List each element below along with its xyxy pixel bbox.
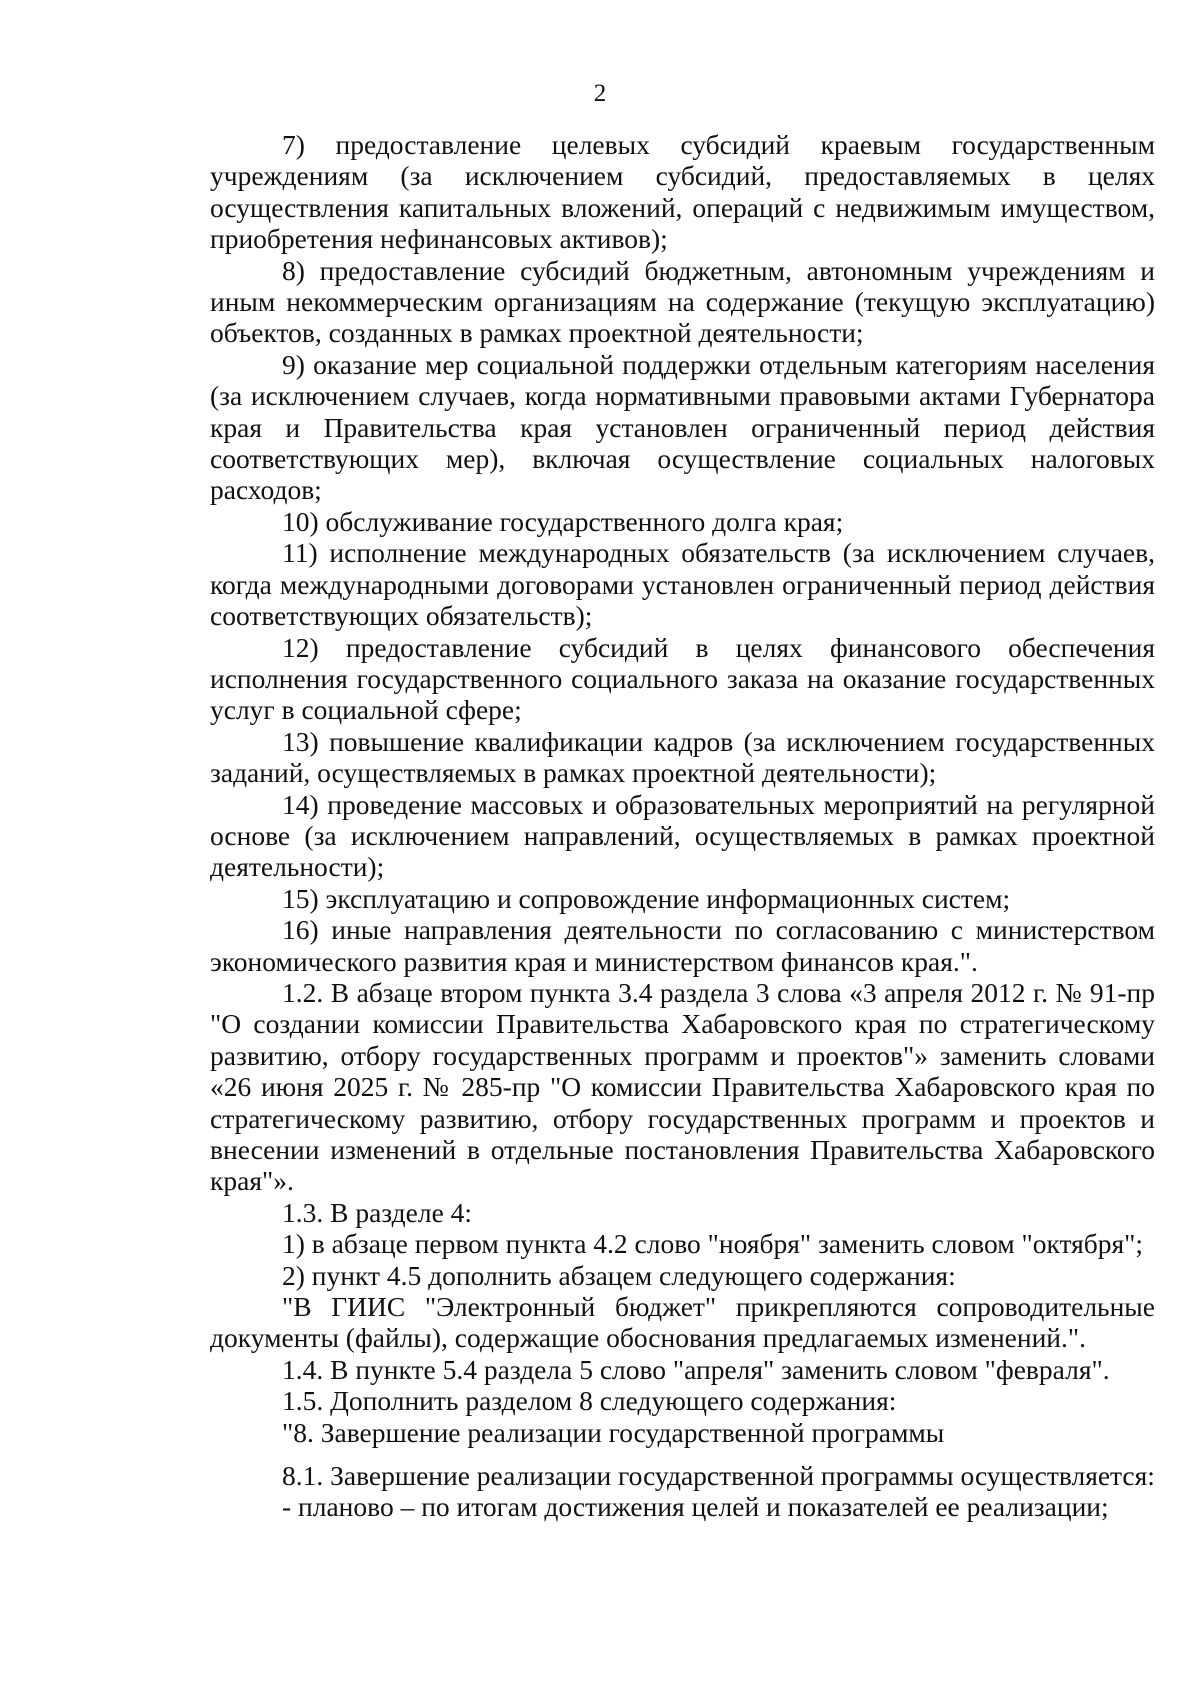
paragraph: 1.4. В пункте 5.4 раздела 5 слово "апреля" заменить словом "февраля". [282,1353,1110,1385]
paragraph: 1) в абзаце первом пункта 4.2 слово "ноября" заменить словом "октября"; [282,1228,1144,1260]
paragraph: 2) пункт 4.5 дополнить абзацем следующего содержания: [282,1259,956,1291]
paragraph: 13) повышение квалификации кадров (за исключением государственных заданий, осуществляемых в рамках проектной деятельности); [210,725,1155,789]
page-number: 2 [593,80,607,107]
paragraph: 16) иные направления деятельности по согласованию с министерством экономического развития края и министерством финансов края.". [210,914,1155,977]
section-heading: "8. Завершение реализации государственной программы [282,1416,945,1448]
paragraph: 1.2. В абзаце втором пункта 3.4 раздела 3 слова «3 апреля 2012 г. № 91-пр "О создании комиссии Правительства Хабаровского края по стратегическому развитию, отбору государственных программ и проектов"» заменить словами «26 июня 2025 г. № 285-пр "О комиссии Правительства Хабаровского края по стратегическому развитию, отбору государственных программ и проектов и внесении изменений в отдельные постановления Правительства Хабаровского края"». [210,976,1155,1197]
paragraph: 14) проведение массовых и образовательных мероприятий на регулярной основе (за исключением направлений, осуществляемых в рамках проектной деятельности); [210,788,1155,883]
paragraph: 7) предоставление целевых субсидий краевым государственным учреждениям (за исключением субсидий, предоставляемых в целях осуществления капитальных вложений, операций с недвижимым имуществом, приобретения нефинансовых активов); [210,129,1155,255]
paragraph: 8.1. Завершение реализации государственной программы осуществляется: [282,1460,1155,1492]
paragraph: - планово – по итогам достижения целей и показателей ее реализации; [282,1491,1109,1523]
document-body [210,129,1155,1523]
paragraph: 8) предоставление субсидий бюджетным, автономным учреждениям и иным некоммерческим организациям на содержание (текущую эксплуатацию) объектов, созданных в рамках проектной деятельности; [210,254,1155,349]
paragraph: "В ГИИС "Электронный бюджет" прикрепляются сопроводительные документы (файлы), содержащие обоснования предлагаемых изменений.". [210,1291,1155,1354]
paragraph: 11) исполнение международных обязательств (за исключением случаев, когда международными договорами установлен ограниченный период действия соответствующих обязательств); [210,537,1155,632]
paragraph: 12) предоставление субсидий в целях финансового обеспечения исполнения государственного социального заказа на оказание государственных услуг в социальной сфере; [210,631,1155,726]
paragraph: 9) оказание мер социальной поддержки отдельным категориям населения (за исключением случаев, когда нормативными правовыми актами Губернатора края и Правительства края установлен ограниченный период действия соответствующих мер), включая осуществление социальных налоговых расходов; [210,348,1155,506]
paragraph: 15) эксплуатацию и сопровождение информационных систем; [282,882,1011,914]
paragraph: 1.3. В разделе 4: [282,1196,473,1228]
paragraph: 10) обслуживание государственного долга края; [282,505,844,537]
paragraph: 1.5. Дополнить разделом 8 следующего содержания: [282,1385,897,1417]
